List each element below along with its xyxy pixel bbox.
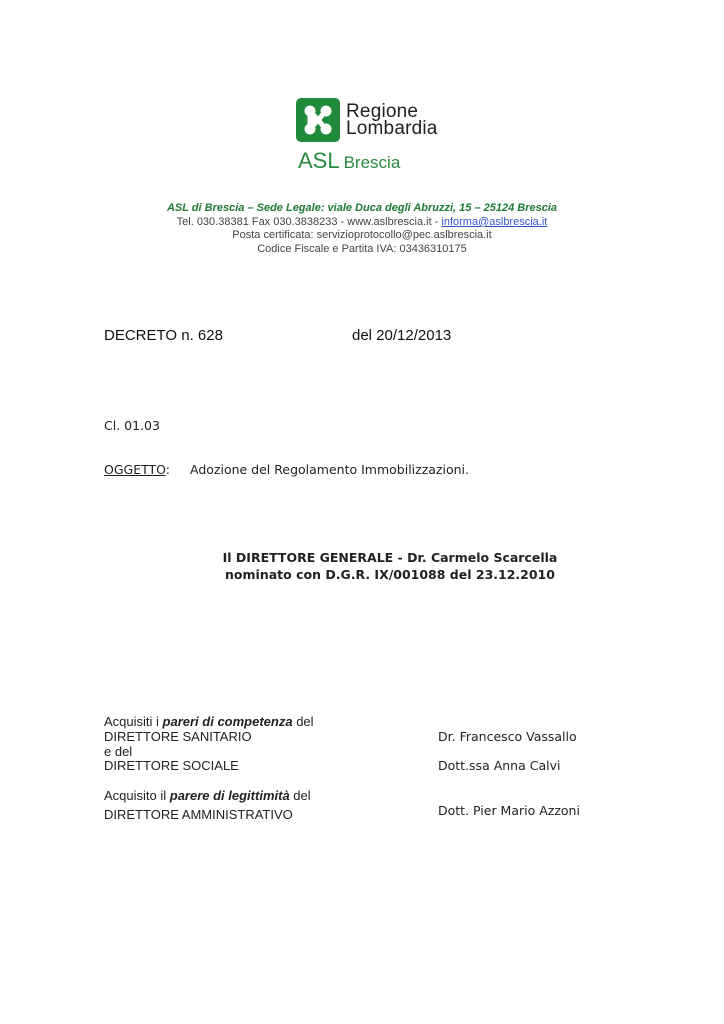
name-amministrativo: Dott. Pier Mario Azzoni: [438, 803, 580, 818]
acq1-emphasis: pareri di competenza: [162, 714, 293, 729]
acq2-post: del: [289, 788, 311, 803]
regione-lombardia-logo-icon: [296, 98, 340, 142]
subject-colon: :: [165, 462, 170, 477]
name-sociale: Dott.ssa Anna Calvi: [438, 758, 561, 773]
decree-number: DECRETO n. 628: [104, 327, 223, 344]
director-line1: Il DIRETTORE GENERALE - Dr. Carmelo Scarcella: [222, 550, 558, 565]
email-link[interactable]: informa@aslbrescia.it: [441, 216, 548, 228]
acq1-post: del: [292, 714, 314, 729]
address-main: ASL di Brescia – Sede Legale: viale Duca degli Abruzzi, 15 – 25124 Brescia: [166, 202, 558, 214]
director-line2: nominato con D.G.R. IX/001088 del 23.12.2010: [225, 567, 555, 582]
asl-label: ASL: [298, 148, 340, 173]
e-del: e del: [104, 744, 133, 759]
asl-brescia-wordmark: [298, 148, 400, 174]
city-label: Brescia: [343, 153, 401, 172]
director-sanitario: DIRETTORE SANITARIO: [104, 729, 252, 744]
acquired-legitimacy-line: [104, 788, 311, 803]
acquired-opinions-line: [104, 714, 314, 729]
acq2-emphasis: parere di legittimità: [169, 788, 290, 803]
director-amministrativo: DIRETTORE AMMINISTRATIVO: [104, 807, 293, 822]
logo-line1: Regione: [346, 101, 419, 122]
address-contacts: [0, 216, 724, 228]
name-sanitario: Dr. Francesco Vassallo: [438, 729, 577, 744]
address-fiscal: Codice Fiscale e Partita IVA: 03436310175: [257, 243, 467, 255]
logo-line2: Lombardia: [346, 118, 438, 139]
address-tel: Tel. 030.38381 Fax 030.3838233 - www.aslbrescia.it -: [176, 216, 442, 228]
subject-label: OGGETTO: [104, 462, 166, 477]
director-sociale: DIRETTORE SOCIALE: [104, 758, 239, 773]
decree-date: del 20/12/2013: [352, 327, 452, 344]
acq2-pre: Acquisito il: [104, 788, 170, 803]
address-pec: Posta certificata: servizioprotocollo@pec.aslbrescia.it: [232, 229, 492, 241]
subject-heading: [104, 462, 170, 477]
subject-text: Adozione del Regolamento Immobilizzazioni.: [190, 462, 469, 477]
classification: Cl. 01.03: [104, 418, 160, 433]
acq1-pre: Acquisiti i: [104, 714, 163, 729]
